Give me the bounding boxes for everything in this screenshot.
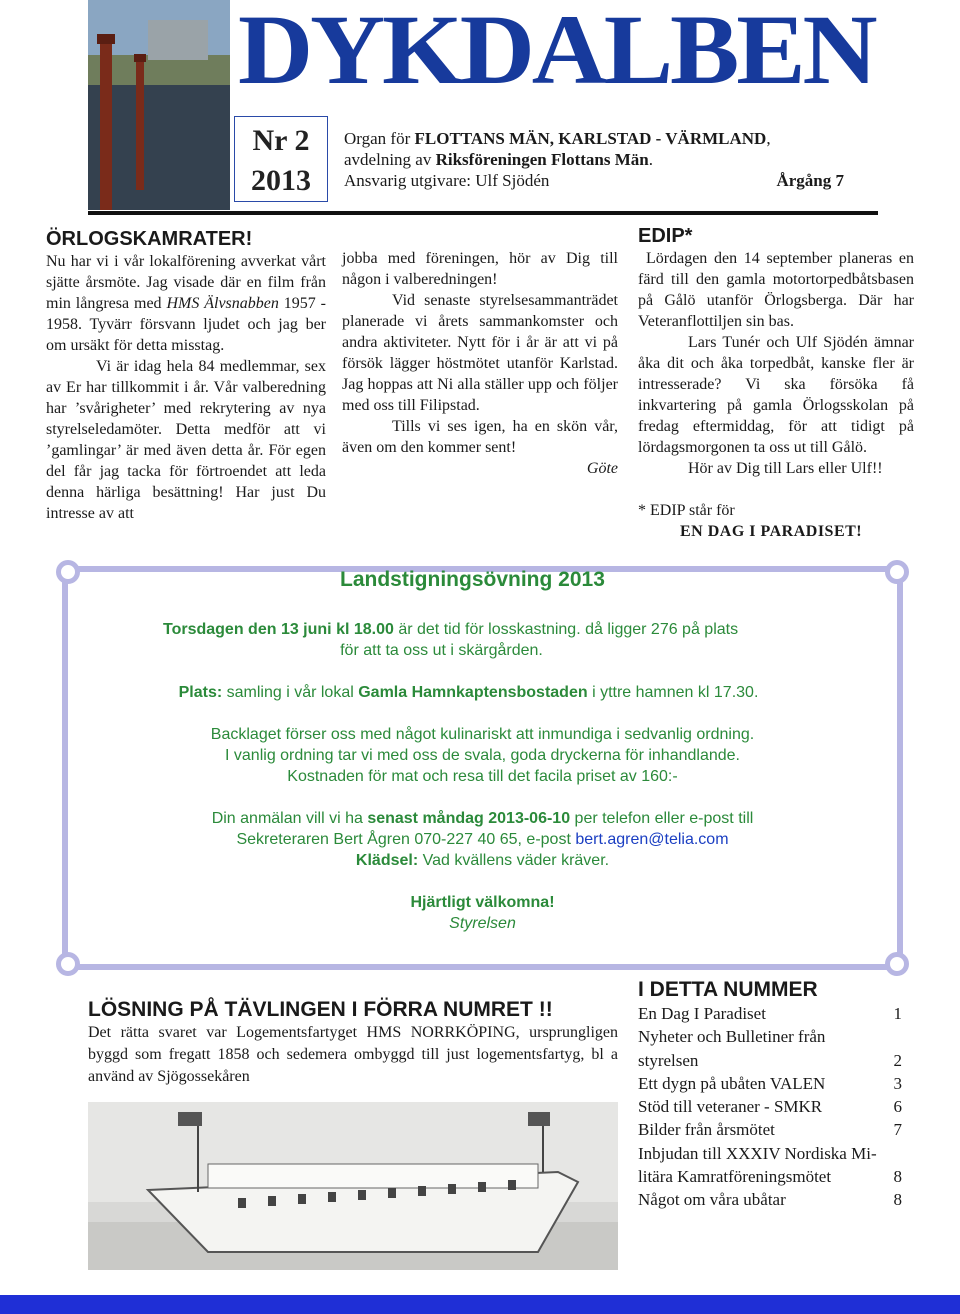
toc-item[interactable] xyxy=(638,1095,908,1118)
toc-item[interactable] xyxy=(638,1002,908,1025)
catering-line-2: I vanlig ordning tar vi med oss de svala, goda dryckerna för inhandlande. xyxy=(225,747,740,764)
contact-email-link[interactable]: bert.agren@telia.com xyxy=(575,831,729,848)
edip-paragraph-2: Lars Tunér och Ulf Sjödén ämnar åka dit och åka torpedbåt, kanske fler är intresserade? Vi ska försöka få inkvartering på gamla Örlogsskolan på fredag eftermiddag, för att tidigt på lördagsmorgonen ta oss ut till Gålö. xyxy=(638,334,914,456)
toc-item-label: styrelsen xyxy=(638,1050,699,1070)
dress-code-label: Klädsel: xyxy=(355,852,419,869)
toc-item[interactable] xyxy=(638,1049,908,1072)
edip-paragraph-3: Hör av Dig till Lars eller Ulf!! xyxy=(688,460,883,477)
event-date-line xyxy=(68,619,897,640)
header-rule xyxy=(88,211,878,215)
registration-post: per telefon eller e-post till xyxy=(570,810,754,827)
orlog-paragraph-2: Vi är idag hela 84 medlemmar, sex av Er har tillkommit i år. Vår valberedning har ’svårigheter’ med rekrytering av nya styrelseledamöter. Detta medför att vi ’gamlingar’ är med även detta år. För egen del får jag tacka för förtroendet att leda denna härliga besättning! Har just Du intresse av att xyxy=(46,358,326,522)
harbor-photo xyxy=(88,0,230,210)
orlogskamrater-article xyxy=(46,227,326,524)
registration-deadline: senast måndag 2013-06-10 xyxy=(367,810,571,827)
toc-item[interactable] xyxy=(638,1165,908,1188)
middle-paragraph-3: Tills vi ses igen, ha en skön vår, även om den kommer sent! xyxy=(342,418,618,456)
location-label: Plats: xyxy=(178,684,223,701)
edip-heading: EDIP* xyxy=(638,225,693,247)
table-of-contents xyxy=(638,978,908,1212)
issue-box xyxy=(234,116,328,202)
price-line: Kostnaden för mat och resa till det facila priset av 160:- xyxy=(287,768,678,785)
volume-label: Årgång 7 xyxy=(776,171,844,190)
parent-org-name: Riksföreningen Flottans Män xyxy=(435,150,649,169)
toc-item-label: Inbjudan till XXXIV Nordiska Mi- xyxy=(638,1143,877,1163)
orlog-p1-rest: 1957 - 1958. Tyvärr försvann ljudet och jag ber om ursäkt för detta misstag. xyxy=(46,295,326,354)
edip-footnote: * EDIP står för xyxy=(638,502,735,519)
dress-code-text: Vad kvällens väder kräver. xyxy=(418,852,610,869)
orlog-paragraph-1 xyxy=(46,251,326,356)
ship-name: HMS Älvsnabben xyxy=(166,295,279,312)
toc-item-page: 2 xyxy=(893,1050,902,1070)
dress-code-line xyxy=(68,850,897,871)
middle-signature: Göte xyxy=(586,460,618,477)
location-name: Gamla Hamnkaptensbostaden xyxy=(358,684,588,701)
issue-year: 2013 xyxy=(251,164,311,197)
edip-footnote-expansion: EN DAG I PARADISET! xyxy=(680,523,863,540)
toc-item-page: 6 xyxy=(893,1097,902,1117)
event-box xyxy=(68,568,897,934)
masthead-title: DYKDALBEN xyxy=(238,0,875,105)
organization-info xyxy=(344,128,844,191)
toc-list xyxy=(638,1002,908,1212)
edip-paragraph-1: Lördagen den 14 september planeras en färd till den gamla motortorpedbåtsbasen på Gålö utanför Örlogsberga. Där har Veteranflottiljen sin bas. xyxy=(638,250,914,330)
contact-line xyxy=(68,829,897,850)
toc-item-label: Bilder från årsmötet xyxy=(638,1120,775,1140)
toc-item-label: Ett dygn på ubåten VALEN xyxy=(638,1073,826,1093)
org-line2-pre: avdelning av xyxy=(344,150,436,169)
toc-item-label: En Dag I Paradiset xyxy=(638,1004,766,1023)
toc-item[interactable] xyxy=(638,1118,908,1141)
toc-item[interactable] xyxy=(638,1072,908,1095)
orlogskamrater-heading: ÖRLOGSKAMRATER! xyxy=(46,228,253,250)
middle-paragraph-2: Vid senaste styrelsesammanträdet planerade vi årets sammankomster och andra aktiviteter. Nytt för i år är att vi på försök lägger höstmötet utanför Karlstad. Jag hoppas att Ni alla ställer upp och följer med oss till Filipstad. xyxy=(342,292,618,414)
event-date: Torsdagen den 13 juni kl 18.00 xyxy=(163,621,394,638)
org-line1-post: , xyxy=(766,129,771,148)
toc-item-page: 3 xyxy=(893,1073,902,1093)
ship-photo xyxy=(88,1102,618,1270)
registration-line xyxy=(68,808,897,829)
middle-column xyxy=(342,248,618,479)
catering-line-1: Backlaget förser oss med något kulinariskt att inmundiga i sedvanlig ordning. xyxy=(210,726,755,743)
org-name: FLOTTANS MÄN, KARLSTAD - VÄRMLAND xyxy=(414,129,767,148)
location-post: i yttre hamnen kl 17.30. xyxy=(587,684,759,701)
event-location-line xyxy=(40,682,897,703)
footer-bar xyxy=(0,1295,960,1314)
solution-article xyxy=(88,998,618,1088)
event-date-line-2: för att ta oss ut i skärgården. xyxy=(340,642,543,659)
event-details xyxy=(68,619,897,934)
edip-article xyxy=(638,224,914,542)
toc-item[interactable] xyxy=(638,1188,908,1211)
toc-item-label: Stöd till veteraner - SMKR xyxy=(638,1097,823,1117)
publisher-line: Ansvarig utgivare: Ulf Sjödén xyxy=(344,171,550,190)
org-line2-post: . xyxy=(648,150,653,169)
org-line1-pre: Organ för xyxy=(344,129,415,148)
solution-text: Det rätta svaret var Logementsfartyget HMS NORRKÖPING, ursprungligen byggd som fregatt 1858 och sedemera ombyggd till just logementsfartyg, bl a använd av Sjögossekåren xyxy=(88,1024,618,1085)
solution-heading: LÖSNING PÅ TÄVLINGEN I FÖRRA NUMRET !! xyxy=(88,998,553,1021)
toc-heading: I DETTA NUMMER xyxy=(638,978,818,1001)
registration-pre: Din anmälan vill vi ha xyxy=(211,810,368,827)
toc-item-page: 7 xyxy=(893,1120,902,1140)
welcome-line: Hjärtligt välkomna! xyxy=(410,894,555,911)
issue-number: Nr 2 xyxy=(252,124,310,157)
toc-item[interactable] xyxy=(638,1142,908,1165)
toc-item[interactable] xyxy=(638,1025,908,1048)
frame-corner xyxy=(56,952,80,976)
event-title: Landstigningsövning 2013 xyxy=(340,568,605,591)
board-signature: Styrelsen xyxy=(449,915,516,932)
toc-item-page: 1 xyxy=(893,1004,902,1023)
middle-paragraph-1: jobba med föreningen, hör av Dig till någon i valberedningen! xyxy=(342,250,618,288)
location-pre: samling i vår lokal xyxy=(222,684,359,701)
event-date-rest: är det tid för losskastning. då ligger 276 på plats xyxy=(393,621,739,638)
toc-item-label: litära Kamratföreningsmötet xyxy=(638,1167,832,1187)
toc-item-label: Nyheter och Bulletiner från xyxy=(638,1027,826,1047)
toc-item-page: 8 xyxy=(893,1190,902,1210)
contact-text: Sekreteraren Bert Ågren 070-227 40 65, e-post xyxy=(236,831,576,848)
toc-item-page: 8 xyxy=(893,1167,902,1187)
frame-corner xyxy=(885,952,909,976)
orlog-p1-text: Nu har vi i vår lokalförening avverkat vårt sjätte årsmöte. Jag visade där en film från min långresa med xyxy=(46,253,326,312)
toc-item-label: Något om våra ubåtar xyxy=(638,1190,786,1210)
